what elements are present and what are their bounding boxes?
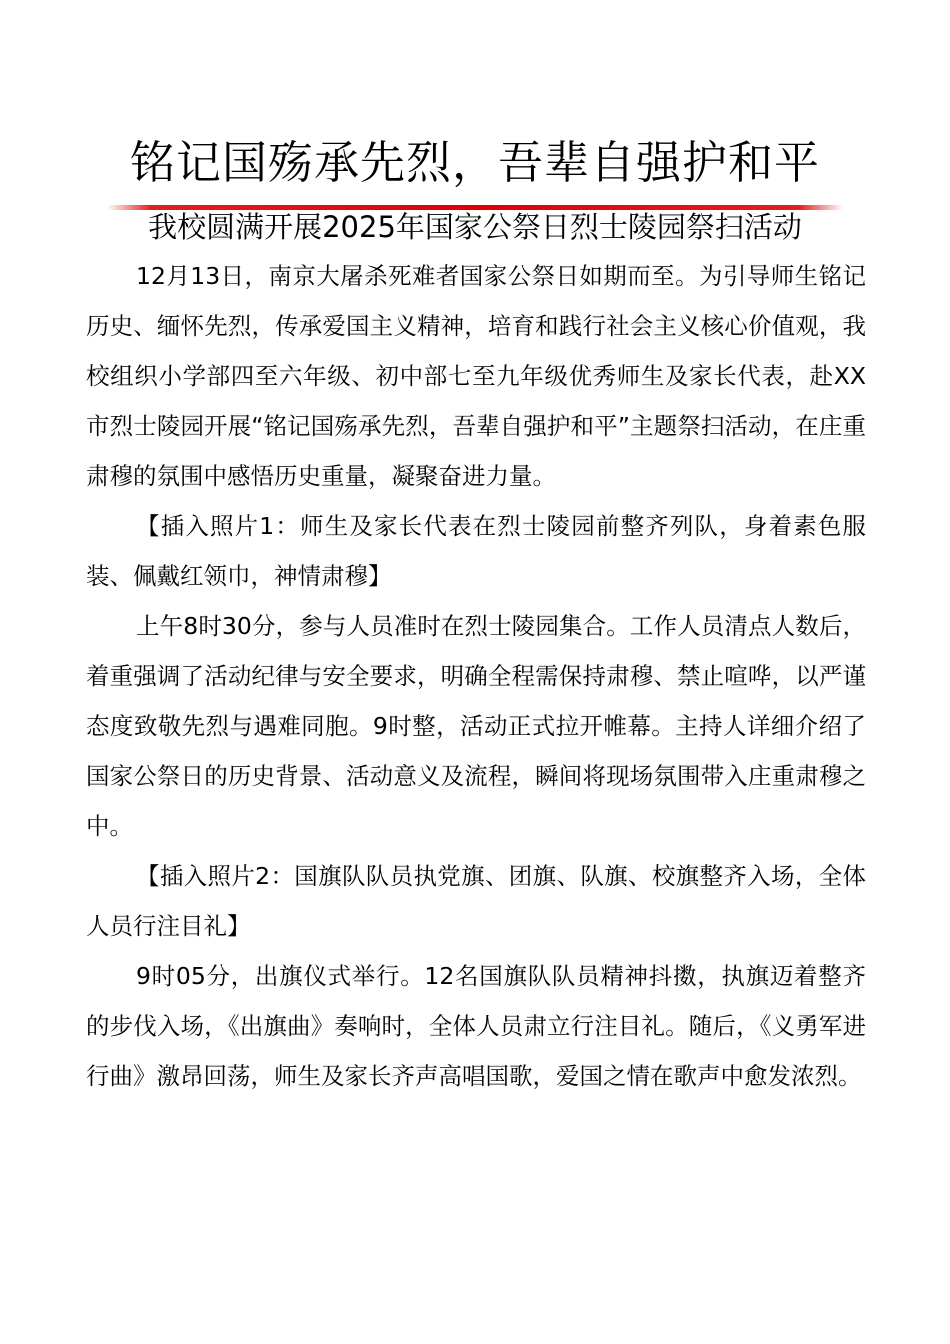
paragraph-flag-ceremony: 9时05分，出旗仪式举行。12名国旗队队员精神抖擞，执旗迈着整齐的步伐入场，《出旗曲》奏响时，全体人员肃立行注目礼。随后，《义勇军进行曲》激昂回荡，师生及家长齐声高唱国歌，爱国之情在歌声中愈发浓烈。	[86, 962, 866, 1090]
photo-placeholder-2: 【插入照片2：国旗队队员执党旗、团旗、队旗、校旗整齐入场，全体人员行注目礼】	[86, 862, 866, 940]
document-body	[86, 251, 866, 1101]
document-title: 铭记国殇承先烈，吾辈自强护和平	[129, 136, 820, 189]
paragraph-assembly: 上午8时30分，参与人员准时在烈士陵园集合。工作人员清点人数后，着重强调了活动纪律与安全要求，明确全程需保持肃穆、禁止喧哗，以严谨态度致敬先烈与遇难同胞。9时整，活动正式拉开帷幕。主持人详细介绍了国家公祭日的历史背景、活动意义及流程，瞬间将现场氛围带入庄重肃穆之中。	[86, 612, 866, 840]
paragraph-intro: 12月13日，南京大屠杀死难者国家公祭日如期而至。为引导师生铭记历史、缅怀先烈，传承爱国主义精神，培育和践行社会主义核心价值观，我校组织小学部四至六年级、初中部七至九年级优秀师生及家长代表，赴XX市烈士陵园开展“铭记国殇承先烈，吾辈自强护和平”主题祭扫活动，在庄重肃穆的氛围中感悟历史重量，凝聚奋进力量。	[86, 262, 866, 490]
photo-placeholder-1: 【插入照片1：师生及家长代表在烈士陵园前整齐列队，身着素色服装、佩戴红领巾，神情肃穆】	[86, 512, 866, 590]
document-subtitle: 我校圆满开展2025年国家公祭日烈士陵园祭扫活动	[148, 210, 802, 244]
